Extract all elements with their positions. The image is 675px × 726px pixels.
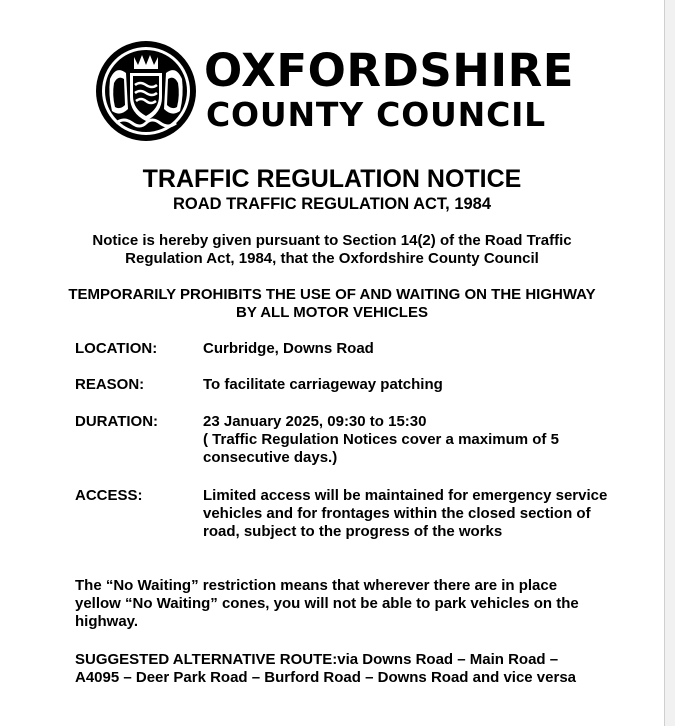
intro-line: Notice is hereby given pursuant to Section 14(2) of the Road Traffic [92, 232, 572, 249]
notice-title: TRAFFIC REGULATION NOTICE [142, 165, 522, 193]
route-line: A4095 – Deer Park Road – Burford Road – Downs Road and vice versa [75, 669, 577, 686]
reason-value [203, 376, 643, 394]
prohibition-line: TEMPORARILY PROHIBITS THE USE OF AND WAITING ON THE HIGHWAY [68, 286, 596, 303]
reason-label: REASON: [75, 376, 145, 393]
no-waiting-line: yellow “No Waiting” cones, you will not be able to park vehicles on the [75, 595, 579, 612]
brand-subname: COUNTY COUNCIL [206, 95, 546, 134]
access-line: road, subject to the progress of the works [203, 523, 503, 540]
duration-value [203, 413, 643, 467]
no-waiting-line: highway. [75, 613, 139, 630]
no-waiting-paragraph [75, 577, 635, 631]
brand-name: OXFORDSHIRE [204, 44, 575, 97]
notice-subtitle: ROAD TRAFFIC REGULATION ACT, 1984 [172, 195, 492, 213]
access-line: Limited access will be maintained for emergency service [203, 487, 608, 504]
intro-text [0, 232, 664, 268]
prohibition-line: BY ALL MOTOR VEHICLES [236, 304, 428, 321]
intro-line: Regulation Act, 1984, that the Oxfordshire County Council [125, 250, 539, 267]
reason-line: To facilitate carriageway patching [203, 376, 443, 393]
window-edge [664, 0, 675, 726]
location-value [203, 340, 643, 358]
access-line: vehicles and for frontages within the closed section of [203, 505, 591, 522]
alternative-route-paragraph [75, 651, 635, 687]
access-value [203, 487, 643, 541]
location-line: Curbridge, Downs Road [203, 340, 374, 357]
route-line: SUGGESTED ALTERNATIVE ROUTE:via Downs Road – Main Road – [75, 651, 559, 668]
duration-line: 23 January 2025, 09:30 to 15:30 [203, 413, 427, 430]
location-label: LOCATION: [75, 340, 158, 357]
duration-line: ( Traffic Regulation Notices cover a maximum of 5 [203, 431, 559, 448]
duration-label: DURATION: [75, 413, 159, 430]
no-waiting-line: The “No Waiting” restriction means that wherever there are in place [75, 577, 558, 594]
access-label: ACCESS: [75, 487, 143, 504]
prohibition-text [0, 286, 664, 322]
county-crest-icon [94, 39, 198, 143]
duration-line: consecutive days.) [203, 449, 338, 466]
